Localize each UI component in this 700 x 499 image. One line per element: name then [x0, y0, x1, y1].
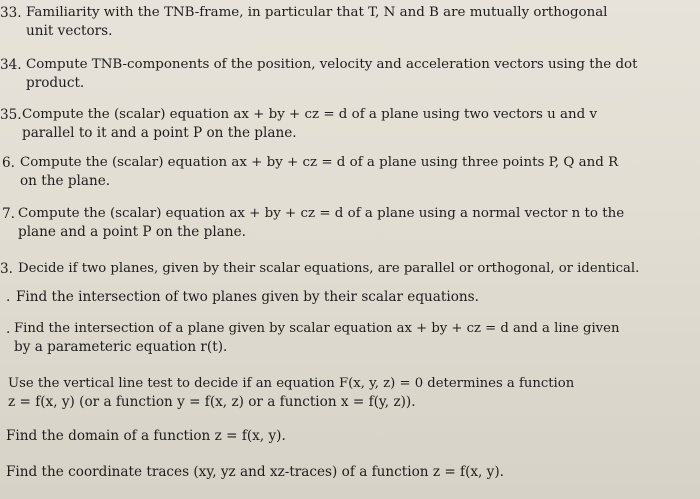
list-item [0, 154, 700, 194]
item-line: Compute the (scalar) equation ax + by + cz = d of a plane using three points P, Q and R [20, 155, 619, 170]
item-number: 7. [2, 206, 15, 222]
item-line: by a parameteric equation r(t). [14, 339, 228, 355]
item-number: 3. [0, 261, 13, 277]
item-line: Find the domain of a function z = f(x, y). [6, 428, 286, 444]
item-line: Decide if two planes, given by their scalar equations, are parallel or orthogonal, or identical. [18, 261, 640, 276]
item-line: Compute the (scalar) equation ax + by + cz = d of a plane using a normal vector n to the [18, 206, 625, 221]
list-item [0, 56, 700, 96]
item-number: . [6, 289, 11, 305]
item-number: . [6, 321, 11, 337]
list-item [0, 4, 700, 44]
item-line: plane and a point P on the plane. [18, 224, 246, 240]
list-item [0, 106, 700, 146]
item-line: Familiarity with the TNB-frame, in particular that T, N and B are mutually orthogonal [26, 5, 608, 20]
item-number: 35. [0, 107, 22, 123]
list-item [0, 260, 700, 280]
item-line: Compute the (scalar) equation ax + by + cz = d of a plane using two vectors u and v [22, 107, 598, 122]
item-line: product. [26, 75, 85, 91]
item-line: Compute TNB-components of the position, velocity and acceleration vectors using the dot [26, 57, 638, 72]
list-item [0, 320, 700, 360]
item-line: Find the coordinate traces (xy, yz and xz-traces) of a function z = f(x, y). [6, 464, 504, 480]
item-number: 34. [0, 57, 22, 73]
item-number: 33. [0, 5, 22, 21]
item-line: parallel to it and a point P on the plane. [22, 125, 297, 141]
item-line: Use the vertical line test to decide if an equation F(x, y, z) = 0 determines a function [8, 376, 575, 391]
list-item [0, 375, 700, 415]
list-item [0, 288, 700, 308]
list-item [0, 427, 700, 447]
item-number: 6. [2, 155, 15, 171]
list-item [0, 205, 700, 245]
item-line: z = f(x, y) (or a function y = f(x, z) or a function x = f(y, z)). [8, 394, 416, 410]
item-line: on the plane. [20, 173, 111, 189]
item-line: Find the intersection of a plane given by scalar equation ax + by + cz = d and a line given [14, 321, 620, 336]
item-line: Find the intersection of two planes given by their scalar equations. [16, 289, 479, 305]
item-line: unit vectors. [26, 23, 113, 39]
list-item [0, 463, 700, 483]
